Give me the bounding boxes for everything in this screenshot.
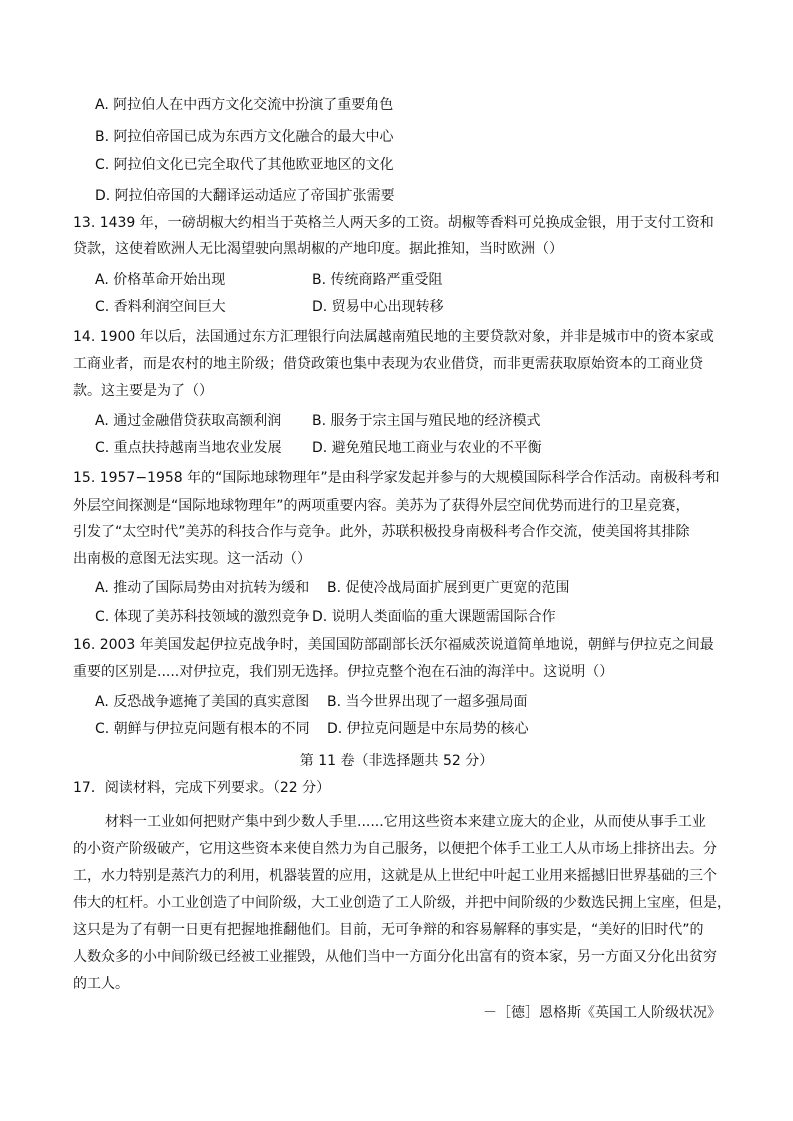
q13-option-c: C. 香料利润空间巨大 <box>95 299 226 315</box>
material-line: 伟大的杠杆。小工业创造了中间阶级，大工业创造了工人阶级，并把中间阶级的少数选民拥上宝座，但是， <box>73 895 731 911</box>
q13-option-d: D. 贸易中心出现转移 <box>312 299 444 315</box>
q16-option-a: A. 反恐战争遮掩了美国的真实意图 <box>95 694 310 710</box>
q13-stem-line2: 贷款，这使着欧洲人无比渴望驶向黑胡椒的产地印度。据此推知，当时欧洲（） <box>73 241 563 257</box>
q12-option-c: C. 阿拉伯文化已完全取代了其他欧亚地区的文化 <box>95 157 394 173</box>
material-line: 的小资产阶级破产，它用这些资本来使自然力为自己服务，以便把个体手工业工人从市场上排挤出去。分 <box>73 841 717 857</box>
material-line: 材料一工业如何把财产集中到少数人手里......它用这些资本来建立庞大的企业，从而使从事手工业 <box>105 814 706 830</box>
q13-option-b: B. 传统商路严重受阻 <box>312 272 443 288</box>
q14-stem-line2: 工商业者，而是农村的地主阶级；借贷政策也集中表现为农业借贷，而非更需获取原始资本的工商业贷 <box>73 356 703 372</box>
q16-stem-line2: 重要的区别是.....对伊拉克，我们别无选择。伊拉克整个泡在石油的海洋中。这说明（） <box>73 664 614 680</box>
q15-option-a: A. 推动了国际局势由对抗转为缓和 <box>95 580 310 596</box>
q14-option-a: A. 通过金融借贷获取高额利润 <box>95 413 282 429</box>
q16-option-c: C. 朝鲜与伊拉克问题有根本的不同 <box>95 721 310 737</box>
q15-stem-line1: 15. 1957−1958 年的“国际地球物理年”是由科学家发起并参与的大规模国际科学合作活动。南极科考和 <box>73 470 720 486</box>
q14-option-c: C. 重点扶持越南当地农业发展 <box>95 440 282 456</box>
q14-stem-line1: 14. 1900 年以后，法国通过东方汇理银行向法属越南殖民地的主要贷款对象，并非是城市中的资本家或 <box>73 329 714 345</box>
q15-stem-line2: 外层空间探测是“国际地球物理年”的两项重要内容。美苏为了获得外层空间优势而进行的卫星竞赛， <box>73 498 690 514</box>
q12-option-d: D. 阿拉伯帝国的大翻译运动适应了帝国扩张需要 <box>95 188 395 204</box>
q16-stem-line1: 16. 2003 年美国发起伊拉克战争时，美国国防部副部长沃尔福威茨说道简单地说，朝鲜与伊拉克之间最 <box>73 637 714 653</box>
material-line: 人数众多的小中间阶级已经被工业摧毁，从他们当中一方面分化出富有的资本家，另一方面又分化出贫穷 <box>73 949 717 965</box>
q12-option-b: B. 阿拉伯帝国已成为东西方文化融合的最大中心 <box>95 129 394 145</box>
q14-option-d: D. 避免殖民地工商业与农业的不平衡 <box>312 440 542 456</box>
q16-option-d: D. 伊拉克问题是中东局势的核心 <box>327 721 529 737</box>
material-source: －［德］恩格斯《英国工人阶级状况》 <box>483 1005 721 1021</box>
material-line: 工，水力特别是蒸汽力的利用，机器装置的应用，这就是从上世纪中叶起工业用来摇撼旧世界基础的三个 <box>73 868 717 884</box>
material-line: 这只是为了有朝一日更有把握地推翻他们。目前，无可争辩的和容易解释的事实是，“美好的旧时代”的 <box>73 922 704 938</box>
q15-option-b: B. 促使冷战局面扩展到更广更宽的范围 <box>327 580 570 596</box>
material-line: 的工人。 <box>73 976 129 992</box>
q13-stem-line1: 13. 1439 年，一磅胡椒大约相当于英格兰人两天多的工资。胡椒等香料可兑换成金银，用于支付工资和 <box>73 215 714 231</box>
q14-option-b: B. 服务于宗主国与殖民地的经济模式 <box>312 413 541 429</box>
q15-stem-line3: 引发了“太空时代”美苏的科技合作与竞争。此外，苏联积极投身南极科考合作交流，使美国将其排除 <box>73 524 690 540</box>
q13-option-a: A. 价格革命开始出现 <box>95 272 226 288</box>
section-title: 第 11 卷（非选择题共 52 分） <box>299 753 494 769</box>
q15-option-d: D. 说明人类面临的重大课题需国际合作 <box>312 609 556 625</box>
q12-option-a: A. 阿拉伯人在中西方文化交流中扮演了重要角色 <box>95 97 394 113</box>
q15-option-c: C. 体现了美苏科技领域的激烈竞争 <box>95 609 310 625</box>
q16-option-b: B. 当今世界出现了一超多强局面 <box>327 694 528 710</box>
q15-stem-line4: 出南极的意图无法实现。这一活动（） <box>73 551 311 567</box>
q17-prompt: 17．阅读材料，完成下列要求。（22 分） <box>73 780 331 796</box>
q14-stem-line3: 款。这主要是为了（） <box>73 383 213 399</box>
